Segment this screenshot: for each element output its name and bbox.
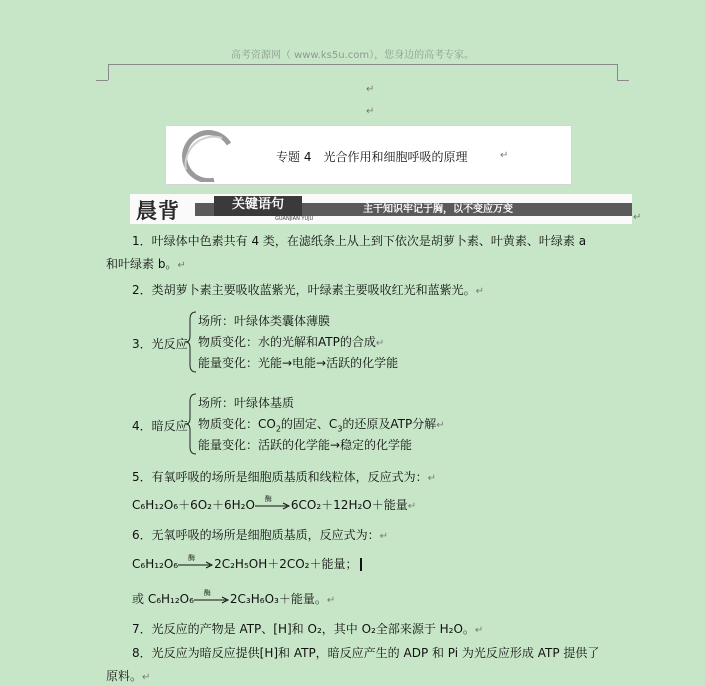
dark-reaction-material-a: 物质变化：CO	[198, 417, 276, 431]
arrow-icon	[255, 500, 291, 512]
anaerobic-equation-2	[132, 588, 336, 609]
text-cursor	[360, 558, 362, 571]
banner-subtitle: GUANJIAN YUJU	[275, 216, 314, 222]
paragraph-mark-icon: ↵	[326, 595, 336, 606]
paragraph-1-line-2	[106, 256, 186, 274]
paragraph-7	[132, 621, 483, 639]
aerobic-equation	[132, 494, 417, 515]
light-reaction-energy: 能量变化：光能→电能→活跃的化学能	[198, 356, 399, 370]
decorative-arc-icon	[174, 130, 234, 182]
paragraph-mark-icon: ↵	[177, 260, 186, 271]
paragraph-mark-icon: ↵	[379, 531, 389, 542]
margin-corner-right	[617, 64, 618, 80]
dark-reaction-site: 场所：叶绿体基质	[198, 396, 295, 410]
paragraph-6	[132, 527, 388, 545]
light-reaction-site: 场所：叶绿体类囊体薄膜	[198, 314, 331, 328]
paragraph-8-text: 原料。	[106, 669, 143, 683]
paragraph-mark-icon: ↵	[366, 106, 375, 117]
light-reaction-material	[198, 334, 384, 352]
paragraph-mark-icon: ↵	[375, 338, 385, 349]
section-banner	[130, 194, 632, 224]
paragraph-1-text: 和叶绿素 b。	[106, 257, 178, 271]
banner-key-label: 关键语句	[214, 196, 302, 216]
paragraph-mark-icon: ↵	[474, 625, 484, 636]
paragraph-2-text: 2．类胡萝卜素主要吸收蓝紫光，叶绿素主要吸收红光和蓝紫光。	[132, 283, 476, 297]
dark-reaction-energy: 能量变化：活跃的化学能→稳定的化学能	[198, 438, 413, 452]
paragraph-mark-icon: ↵	[427, 473, 437, 484]
aerobic-equation-right: 6CO₂＋12H₂O＋能量	[290, 498, 408, 512]
anaerobic-equation-2-right: 2C₃H₆O₃＋能量。	[229, 592, 327, 606]
paragraph-1-line-1: 1．叶绿体中色素共有 4 类，在滤纸条上从上到下依次是胡萝卜素、叶黄素、叶绿素 a	[132, 234, 587, 248]
dark-reaction-material-c: 的还原及ATP分解	[342, 417, 437, 431]
paragraph-8-line-2	[106, 668, 150, 686]
paragraph-7-text: 7．光反应的产物是 ATP、[H]和 O₂，其中 O₂全部来源于 H₂O。	[132, 622, 475, 636]
anaerobic-equation-2-left: 或 C₆H₁₂O₆	[132, 592, 194, 606]
subscript-3: 3	[337, 424, 343, 434]
dark-reaction-material-b: 的固定、C	[280, 417, 338, 431]
enzyme-label: 酶	[264, 494, 272, 503]
anaerobic-equation-1-right: 2C₂H₅OH＋2CO₂＋能量；	[214, 557, 358, 571]
paragraph-mark-icon: ↵	[366, 84, 375, 95]
reaction-arrow	[178, 553, 214, 571]
paragraph-mark-icon: ↵	[633, 212, 642, 223]
subscript-2: 2	[275, 424, 281, 434]
paragraph-8-line-1: 8．光反应为暗反应提供[H]和 ATP，暗反应产生的 ADP 和 Pi 为光反应形成 ATP 提供了	[132, 646, 600, 660]
topic-title-box	[165, 125, 572, 185]
paragraph-mark-icon: ↵	[142, 672, 151, 683]
paragraph-6-text: 6．无氧呼吸的场所是细胞质基质，反应式为：	[132, 528, 380, 542]
light-reaction-label: 3．光反应	[132, 337, 188, 351]
banner-main-title: 晨背	[136, 198, 180, 223]
paragraph-5	[132, 469, 436, 487]
arrow-icon	[178, 559, 214, 571]
dark-reaction-material	[198, 416, 445, 437]
brace-icon	[186, 311, 198, 373]
reaction-arrow	[194, 588, 230, 606]
margin-corner-left	[108, 64, 109, 80]
banner-slogan: 主干知识牢记于胸，以不变应万变	[363, 204, 513, 215]
paragraph-mark-icon: ↵	[436, 420, 445, 431]
arrow-icon	[194, 594, 230, 606]
margin-corner-right-h	[617, 80, 629, 81]
header-rule	[108, 64, 618, 65]
dark-reaction-label: 4．暗反应	[132, 419, 188, 433]
brace-icon	[186, 393, 198, 455]
paragraph-mark-icon: ↵	[407, 501, 417, 512]
margin-corner-left-h	[96, 80, 108, 81]
anaerobic-equation-1	[132, 553, 362, 572]
paragraph-mark-icon: ↵	[500, 150, 509, 161]
light-reaction-material-text: 物质变化：水的光解和ATP的合成	[198, 335, 376, 349]
page-header-text: 高考资源网（ www.ks5u.com），您身边的高考专家。	[230, 50, 475, 61]
aerobic-equation-left: C₆H₁₂O₆＋6O₂＋6H₂O	[132, 498, 255, 512]
paragraph-mark-icon: ↵	[475, 286, 485, 297]
paragraph-2	[132, 282, 484, 300]
topic-title: 专题 4 光合作用和细胞呼吸的原理	[276, 150, 468, 164]
paragraph-5-text: 5．有氧呼吸的场所是细胞质基质和线粒体，反应式为：	[132, 470, 428, 484]
enzyme-label: 酶	[203, 588, 211, 597]
reaction-arrow	[255, 494, 291, 512]
anaerobic-equation-1-left: C₆H₁₂O₆	[132, 557, 179, 571]
enzyme-label: 酶	[188, 553, 196, 562]
